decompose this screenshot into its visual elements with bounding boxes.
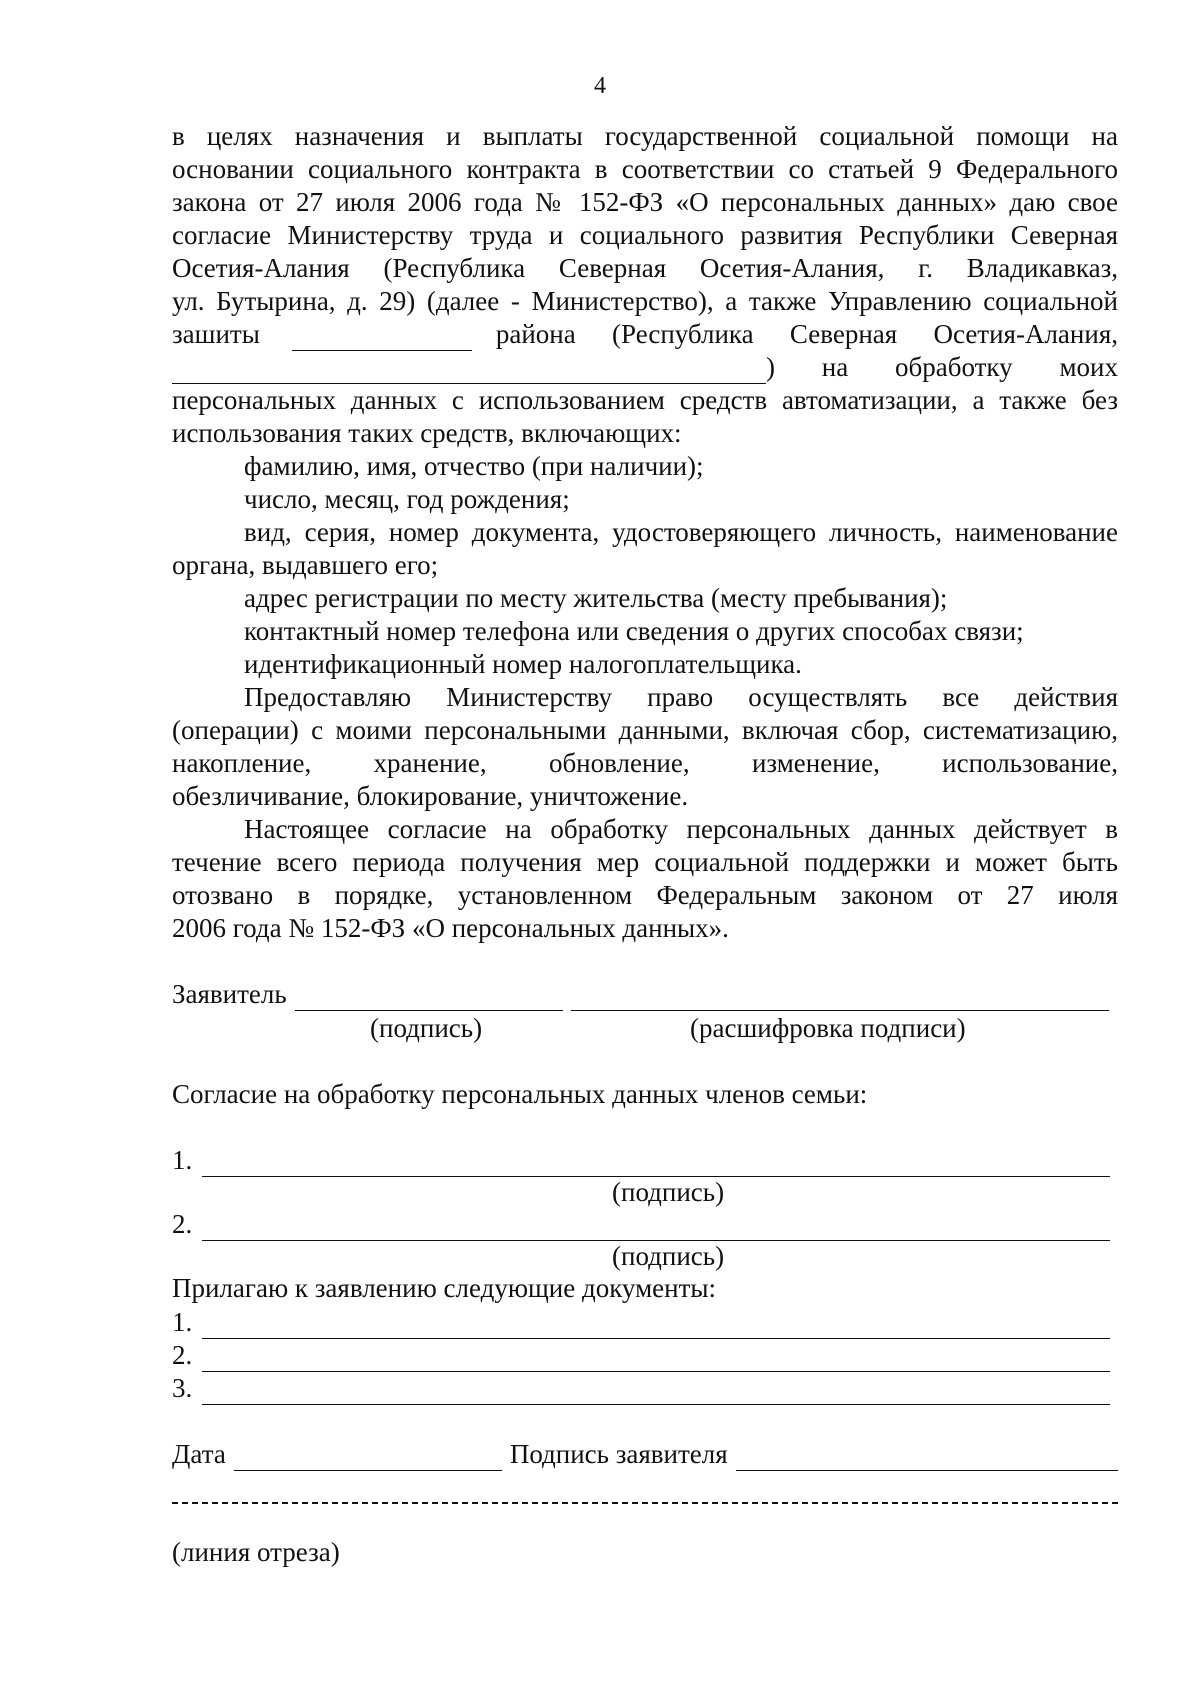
attach-number: 1.: [172, 1307, 193, 1337]
processing-text: ) на обработку моих: [766, 352, 1118, 382]
family-number: 1.: [172, 1145, 193, 1175]
attach-row: [172, 1306, 1110, 1339]
list-item: адрес регистрации по месту жительства (месту пребывания);: [244, 583, 948, 613]
rights-line: Предоставляю Министерству право осуществлять все действия: [244, 682, 1118, 712]
attach-field[interactable]: [202, 1380, 1110, 1405]
family-heading: Согласие на обработку персональных данных членов семьи:: [172, 1079, 868, 1109]
validity-line: отозвано в порядке, установленном Федеральным законом от 27 июля: [172, 880, 1118, 910]
consent-paragraph: [172, 120, 1118, 945]
cut-line: [172, 1502, 1118, 1504]
rights-line: (операции) с моими персональными данными, включая сбор, систематизацию,: [172, 715, 1118, 745]
date-label: Дата: [172, 1439, 226, 1469]
attach-row: [172, 1372, 1110, 1405]
family-signature-field[interactable]: [202, 1216, 1110, 1241]
attach-row: [172, 1339, 1110, 1372]
consent-line: персональных данных с использованием средств автоматизации, а также без: [172, 385, 1118, 415]
social-protection-label: зашиты: [172, 319, 260, 349]
family-number: 2.: [172, 1209, 193, 1239]
family-signature-caption: (подпись): [612, 1241, 725, 1271]
consent-line-address: [172, 351, 1118, 384]
signature-field[interactable]: [295, 986, 563, 1011]
applicant-signature-label: Подпись заявителя: [509, 1439, 728, 1469]
list-item: вид, серия, номер документа, удостоверяющего личность, наименование: [244, 517, 1118, 547]
district-blank[interactable]: [292, 328, 472, 351]
district-text: района (Республика Северная Осетия-Алания,: [495, 319, 1118, 349]
attach-number: 2.: [172, 1340, 193, 1370]
attach-heading: Прилагаю к заявлению следующие документы:: [172, 1273, 717, 1303]
family-row: [172, 1208, 1110, 1241]
family-signature-field[interactable]: [202, 1152, 1110, 1177]
list-item: фамилию, имя, отчество (при наличии);: [244, 451, 704, 481]
attach-number: 3.: [172, 1373, 193, 1403]
list-item: идентификационный номер налогоплательщика.: [244, 649, 802, 679]
applicant-signature-field[interactable]: [736, 1446, 1118, 1471]
consent-line: закона от 27 июля 2006 года № 152-ФЗ «О персональных данных» даю свое: [172, 187, 1118, 217]
list-item: контактный номер телефона или сведения о других способах связи;: [244, 616, 1024, 646]
date-signature-row: [172, 1438, 1118, 1471]
consent-line: использования таких средств, включающих:: [172, 418, 682, 448]
rights-line: накопление, хранение, обновление, изменение, использование,: [172, 748, 1118, 778]
date-field[interactable]: [234, 1446, 502, 1471]
family-row: [172, 1144, 1110, 1177]
signature-decode-field[interactable]: [571, 986, 1109, 1011]
list-item: число, месяц, год рождения;: [244, 484, 570, 514]
consent-line: в целях назначения и выплаты государственной социальной помощи на: [172, 121, 1118, 151]
applicant-signature-row: [172, 978, 1118, 1011]
applicant-label: Заявитель: [172, 979, 287, 1009]
attach-field[interactable]: [202, 1347, 1110, 1372]
page-number: 4: [594, 73, 606, 99]
consent-line: основании социального контракта в соответствии со статьей 9 Федерального: [172, 154, 1118, 184]
decode-caption: (расшифровка подписи): [690, 1013, 966, 1043]
consent-line-district: [172, 318, 1118, 351]
validity-line: течение всего периода получения мер социальной поддержки и может быть: [172, 847, 1118, 877]
address-blank[interactable]: [172, 359, 766, 384]
list-item-continuation: органа, выдавшего его;: [172, 550, 439, 580]
rights-line: обезличивание, блокирование, уничтожение.: [172, 781, 689, 811]
consent-line: ул. Бутырина, д. 29) (далее - Министерство), а также Управлению социальной: [172, 286, 1118, 316]
attach-field[interactable]: [202, 1314, 1110, 1339]
consent-line: Осетия-Алания (Республика Северная Осетия-Алания, г. Владикавказ,: [172, 253, 1118, 283]
signature-caption: (подпись): [370, 1013, 483, 1043]
consent-line: согласие Министерству труда и социального развития Республики Северная: [172, 220, 1118, 250]
cut-line-label: (линия отреза): [172, 1537, 340, 1567]
validity-line: 2006 года № 152-ФЗ «О персональных данных».: [172, 913, 729, 943]
family-signature-caption: (подпись): [612, 1177, 725, 1207]
validity-line: Настоящее согласие на обработку персональных данных действует в: [244, 814, 1118, 844]
